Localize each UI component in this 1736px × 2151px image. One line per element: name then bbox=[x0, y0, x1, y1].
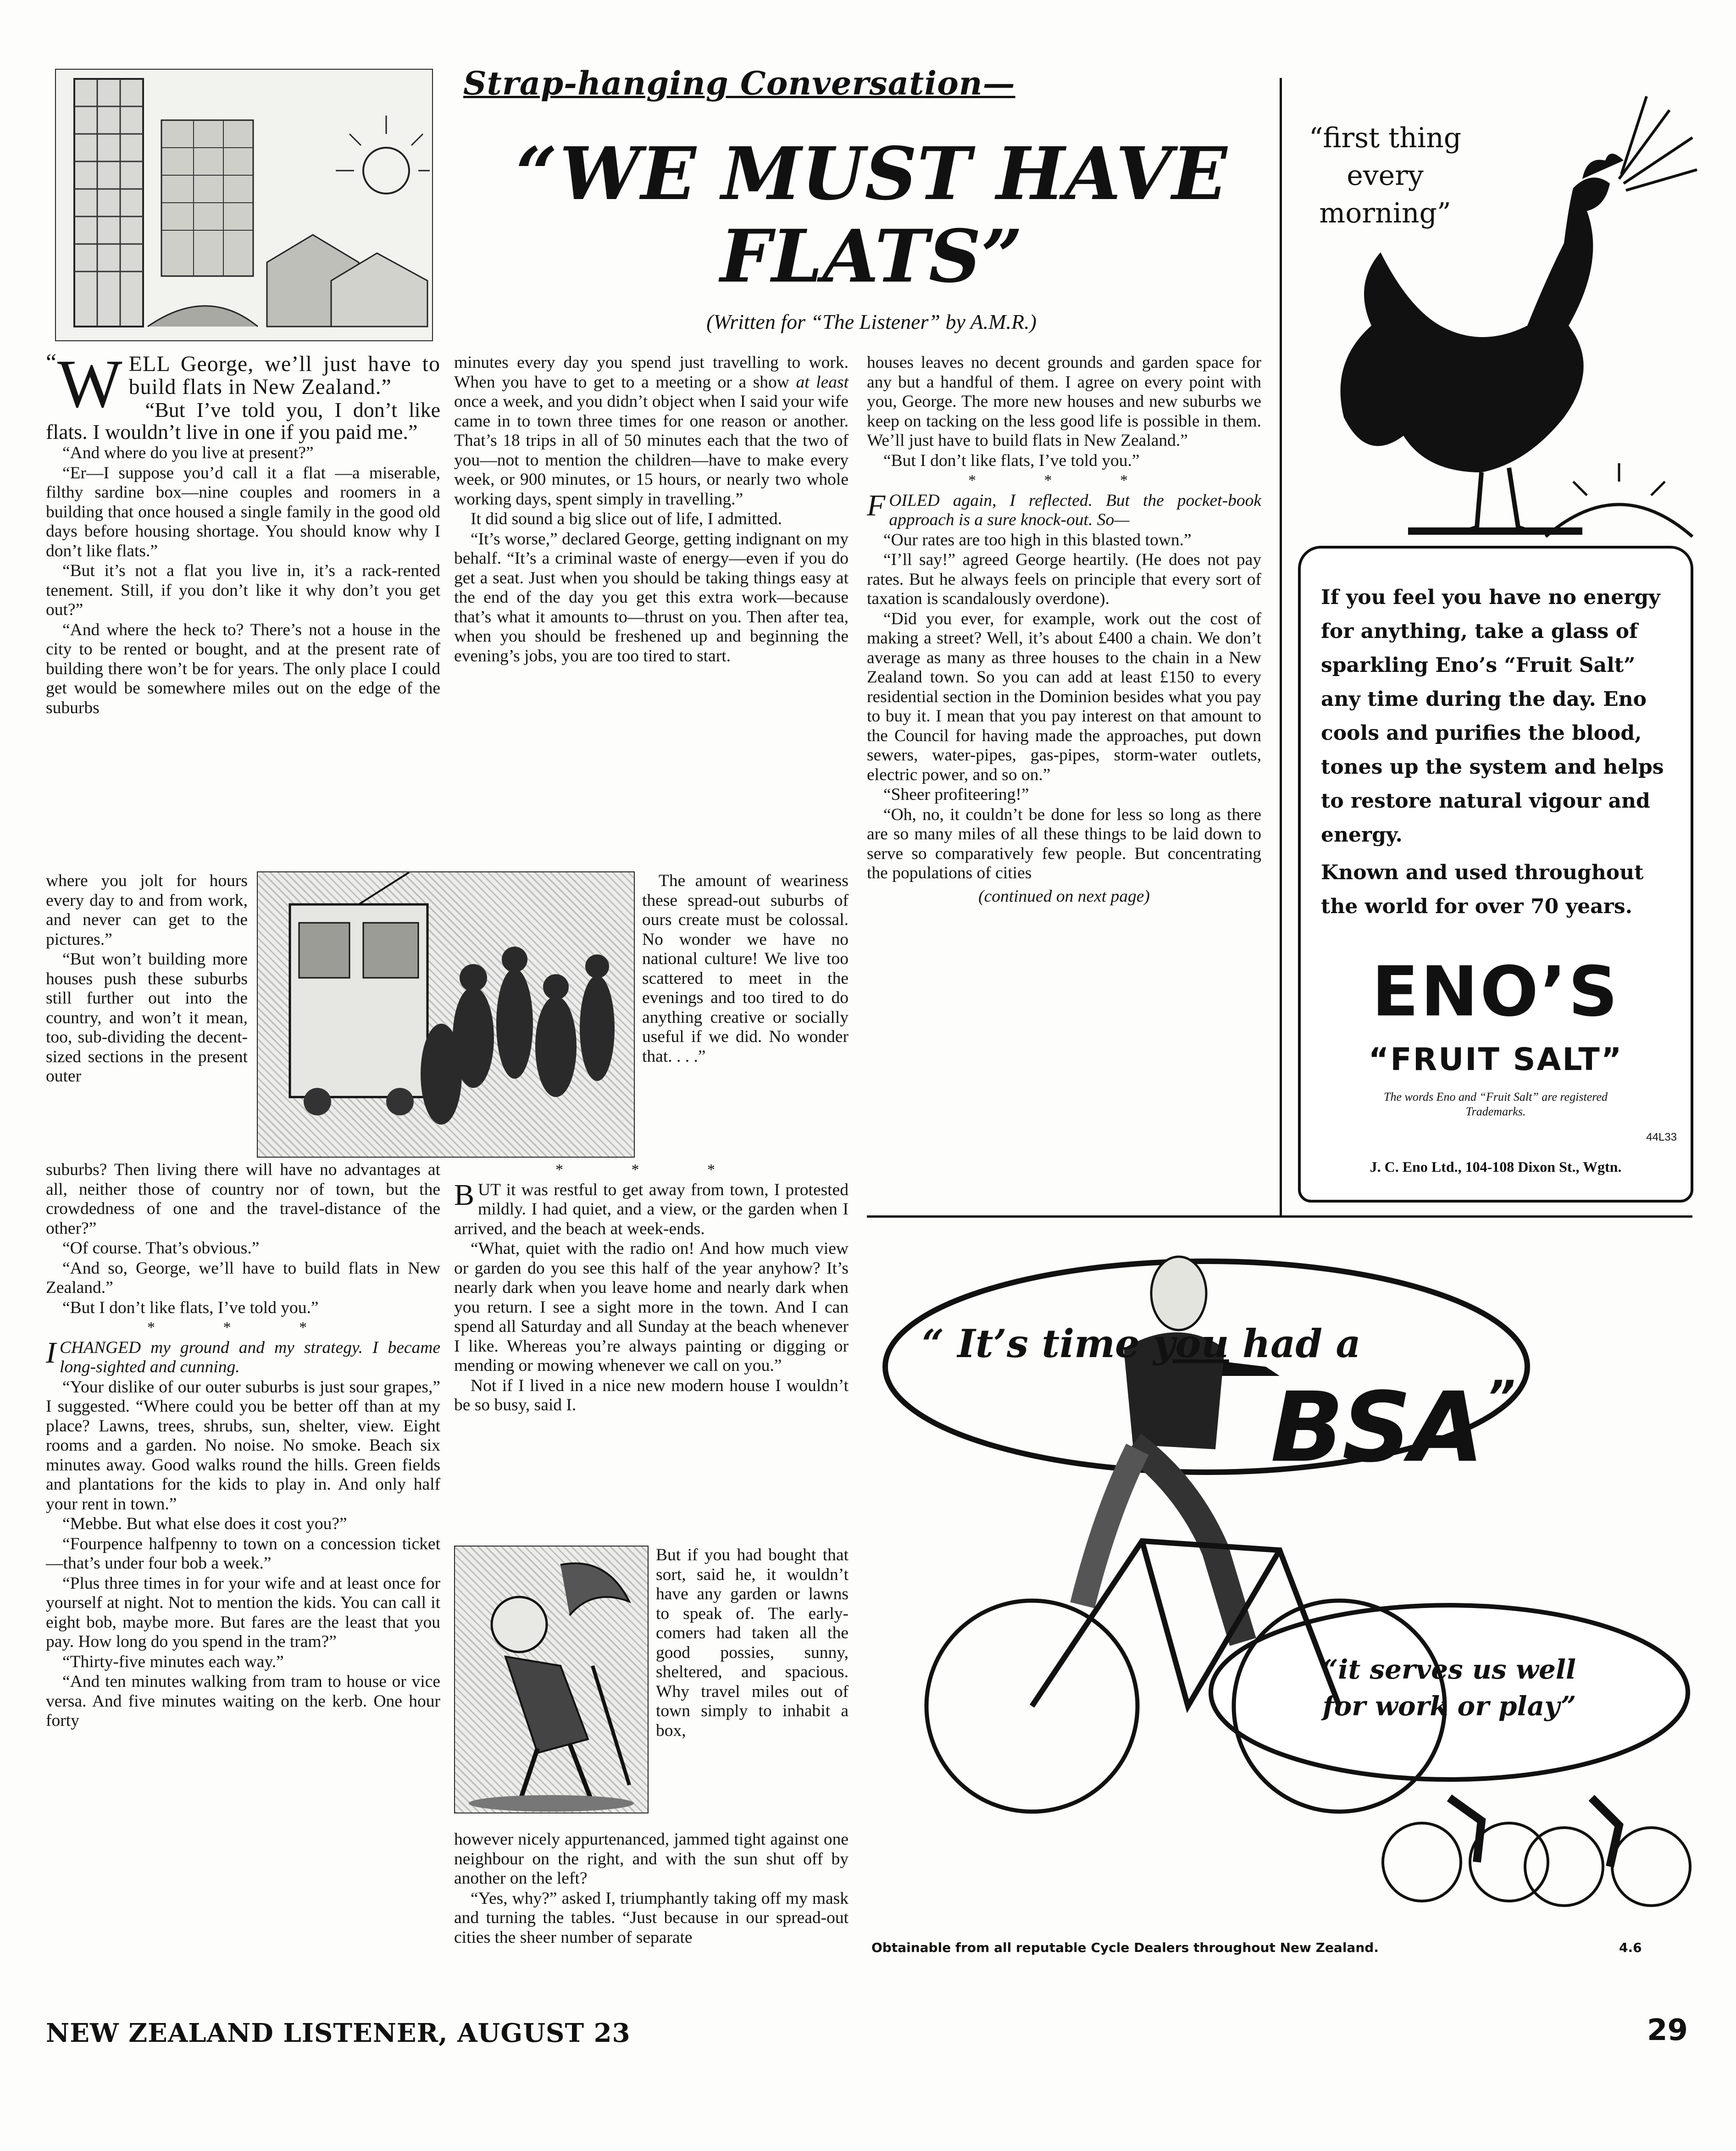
paragraph: “Did you ever, for example, work out the cost of making a street? Well, it’s about £400 a chain. We don’t average as many as three houses to the chain in a New Zealand town. So you can add at least £150 to every residential section in the Dominion besides what you pay to buy it. I mean that you pay interest on that amount to the Council for having made the approaches, put down sewers, water-pipes, gas-pipes, storm-water outlets, electric power, and so on.” bbox=[867, 609, 1261, 784]
section-lead bbox=[867, 488, 1261, 530]
article-column-2-wrap bbox=[642, 871, 849, 1067]
paragraph: “Fourpence halfpenny to town on a concession ticket—that’s under four bob a week.” bbox=[46, 1534, 440, 1573]
bsa-tagline bbox=[1307, 1651, 1592, 1724]
paragraph: “What, quiet with the radio on! And how much view or garden do you see this half of the year anyhow? It’s nearly dark when you leave home and nearly dark when you return. I see a sight more in the town. And I can spend all Saturday and all Sunday at the beach whenever I like. Whereas you’re always painting or digging or mending or mowing whenever we call on you.” bbox=[454, 1239, 849, 1375]
section-initial: F bbox=[867, 488, 886, 522]
section-initial: B bbox=[454, 1178, 475, 1212]
bsa-advertisement bbox=[867, 1229, 1692, 1972]
eno-body-2: Known and used throughout the world for over 70 years. bbox=[1321, 861, 1644, 918]
paragraph: “Plus three times in for your wife and at least once for yourself at night. Not to mention the kids. You can call it eight bob, maybe more. But fares are the least that you pay. How long do you spend in the tram?” bbox=[46, 1574, 440, 1651]
paragraph: suburbs? Then living there will have no advantages at all, neither those of country nor of town, but the crowdedness of one and the travel-distance of the other?” bbox=[46, 1160, 440, 1238]
article-column-2 bbox=[454, 353, 849, 666]
paragraph: “And so, George, we’ll have to build flats in New Zealand.” bbox=[46, 1258, 440, 1297]
city-flats-illustration bbox=[55, 69, 433, 341]
gardener-illustration bbox=[454, 1546, 649, 1813]
city-flats-drawing bbox=[56, 70, 432, 340]
eno-slogan-line: morning” bbox=[1319, 197, 1451, 229]
paragraph: “Er—I suppose you’d call it a flat —a miserable, filthy sardine box—nine couples and roomers in a building that once housed a single family in the good old days before housing shortage. You should know why I don’t like flats.” bbox=[46, 463, 440, 560]
eno-body: If you feel you have no energy for anything, take a glass of sparkling Eno’s “Fruit Salt” any time during the day. Eno cools and purifies the blood, tones up the system and helps to restore natural vigour and energy. bbox=[1321, 586, 1664, 847]
paragraph: “And where do you live at present?” bbox=[62, 444, 314, 462]
paragraph: houses leaves no decent grounds and garden space for any but a handful of them. I agree on every point with you, George. The more new houses and new suburbs we keep on tacking on the less good life is possible in them. We’ll just have to build flats in New Zealand.” bbox=[867, 353, 1261, 450]
bsa-brand-text: BSA bbox=[1270, 1371, 1482, 1484]
headline-line-1: “WE MUST HAVE bbox=[516, 132, 1227, 216]
paragraph: “But I’ve told you, I don’t like flats. I wouldn’t live in one if you paid me.” bbox=[46, 398, 440, 444]
paragraph: “But it’s not a flat you live in, it’s a rack-rented tenement. Still, if you don’t like it why don’t you get out?” bbox=[46, 561, 440, 619]
paragraph: “But I don’t like flats, I’ve told you.” bbox=[62, 1298, 319, 1317]
bsa-slogan-you: you bbox=[1153, 1321, 1229, 1366]
article-column-2-lower bbox=[454, 1160, 849, 1416]
section-lead bbox=[46, 1338, 440, 1377]
lead-open-quote: “ bbox=[46, 349, 57, 376]
paragraph: But if you had bought that sort, said he, it wouldn’t have any garden or lawns to speak of. The early-comers had taken all the good possies, sunny, sheltered, and spacious. Why travel miles out of town simply to inhabit a box, bbox=[656, 1546, 849, 1740]
kicker: Strap-hanging Conversation— bbox=[463, 64, 1015, 102]
paragraph: “Your dislike of our outer suburbs is just sour grapes,” I suggested. “Where could you be better off than at my place? Lawns, trees, shrubs, sun, shelter, view. Eight rooms and a garden. No noise. No smoke. Beach six minutes away. Good walks round the hills. Green fields and plantations for the kids to play in. And only half your rent in town.” bbox=[46, 1377, 440, 1513]
paragraph: The amount of weariness these spread-out suburbs of ours create must be colossal. No wonder we have no national culture! We live too scattered to meet in the evenings and too tired to do anything creative or socially useful if we did. No wonder that. . . .” bbox=[642, 871, 849, 1066]
paragraph: “And ten minutes walking from tram to house or vice versa. And five minutes waiting on the kerb. One hour forty bbox=[46, 1672, 440, 1730]
eno-advertisement bbox=[1289, 69, 1702, 1197]
paragraph-text: minutes every day you spend just travelling to work. When you have to get to a meeting or a show bbox=[454, 353, 849, 392]
section-initial: I bbox=[46, 1336, 56, 1369]
section-lead-text: OILED again, I reflected. But the pocket-book approach is a sure knock-out. So— bbox=[889, 491, 1261, 529]
paragraph bbox=[454, 353, 849, 509]
eno-slogan-line: “first thing bbox=[1309, 122, 1462, 154]
paragraph: “It’s worse,” declared George, getting indignant on my behalf. “It’s a criminal waste of energy—even if you do get a seat. Just when you should be taking things easy at the end of the day you get this extra work—because that’s what it amounts to—thrust on you. Then after tea, when you should be freshened up and beginning the evening’s jobs, you are too tired to start. bbox=[454, 529, 849, 665]
page-number: 29 bbox=[1647, 2013, 1688, 2047]
rooster-drawing bbox=[1289, 69, 1702, 619]
paragraph: “Our rates are too high in this blasted town.” bbox=[883, 530, 1192, 549]
paragraph: however nicely appurtenanced, jammed tight against one neighbour on the right, and with the sun shut off by another on the left? bbox=[454, 1830, 849, 1888]
eno-copy-panel bbox=[1298, 546, 1693, 1203]
paragraph: “Mebbe. But what else does it cost you?” bbox=[62, 1514, 347, 1533]
bsa-brand bbox=[1270, 1371, 1546, 1484]
bsa-tagline-line: for work or play” bbox=[1322, 1691, 1576, 1722]
ad-divider-horizontal bbox=[867, 1215, 1692, 1218]
paragraph: “I’ll say!” agreed George heartily. (He does not pay rates. But he always feels on principle that every sort of taxation is scandalously overdone). bbox=[867, 550, 1261, 608]
bsa-slogan-text: had a bbox=[1229, 1321, 1361, 1366]
lead-text: ELL George, we’ll just have to build flats in New Zealand.” bbox=[128, 352, 440, 399]
tram-crowd-illustration bbox=[257, 871, 635, 1158]
bsa-tagline-line: “it serves us well bbox=[1323, 1654, 1576, 1685]
ad-divider-vertical bbox=[1280, 78, 1282, 1215]
section-break-stars: * * * bbox=[968, 472, 1160, 489]
article-column-1 bbox=[46, 346, 440, 718]
article-column-2-wrap-2 bbox=[656, 1546, 849, 1741]
eno-maker: J. C. Eno Ltd., 104-108 Dixon St., Wgtn. bbox=[1370, 1159, 1622, 1175]
section-break-stars: * * * bbox=[147, 1319, 339, 1336]
eno-brand: ENO’S bbox=[1371, 952, 1620, 1032]
article-column-2-bottom bbox=[454, 1830, 849, 1948]
paragraph: Not if I lived in a nice new modern house I wouldn’t be so busy, said I. bbox=[454, 1376, 849, 1414]
eno-product: “FRUIT SALT” bbox=[1368, 1042, 1623, 1078]
bsa-slogan-text: “ It’s time bbox=[922, 1321, 1153, 1366]
paragraph-emphasis: at least bbox=[796, 372, 849, 392]
paragraph: where you jolt for hours every day to and from work, and never can get to the pictures.” bbox=[46, 871, 248, 949]
paragraph: “Oh, no, it couldn’t be done for less so long as there are so many miles of all these things to be laid down to serve so comparatively few people. But concentrating the populations of cities bbox=[867, 805, 1261, 882]
drop-cap: W bbox=[57, 346, 122, 422]
paragraph: “Yes, why?” asked I, triumphantly taking off my mask and turning the tables. “Just because in our spread-out cities the sheer number of separate bbox=[454, 1889, 849, 1947]
eno-code: 44L33 bbox=[1646, 1131, 1677, 1143]
bsa-slogan bbox=[922, 1321, 1472, 1366]
gardener-drawing bbox=[455, 1547, 648, 1813]
paragraph: It did sound a big slice out of life, I admitted. bbox=[471, 510, 782, 528]
paragraph: “Sheer profiteering!” bbox=[883, 785, 1029, 804]
tram-drawing bbox=[258, 872, 634, 1157]
bsa-brand-quote: ” bbox=[1486, 1371, 1514, 1423]
footer-masthead: NEW ZEALAND LISTENER, AUGUST 23 bbox=[46, 2018, 631, 2048]
article-column-3 bbox=[867, 353, 1261, 907]
eno-trademark: The words Eno and “Fruit Salt” are registered Trademarks. bbox=[1384, 1090, 1608, 1118]
eno-slogan-line: every bbox=[1347, 160, 1424, 192]
section-break-stars: * * * bbox=[555, 1161, 747, 1178]
paragraph: “And where the heck to? There’s not a house in the city to be rented or bought, and at the present rate of building there won’t be for years. The only place I could get would be somewhere miles out on the edge of the suburbs bbox=[46, 620, 440, 717]
paragraph-text: once a week, and you didn’t object when I said your wife came in to town three times for one reason or another. That’s 18 trips in all of 50 minutes each that the two of you—not to mention the children—have to make every week, or 900 minutes, or 15 hours, or nearly two whole working days, spent simply in travelling.” bbox=[454, 392, 849, 509]
paragraph: “Of course. That’s obvious.” bbox=[62, 1239, 260, 1258]
headline-line-2: FLATS” bbox=[720, 214, 1023, 299]
article-column-1-lower bbox=[46, 1160, 440, 1731]
section-lead-text: CHANGED my ground and my strategy. I became long-sighted and cunning. bbox=[59, 1338, 440, 1376]
bsa-footer: Obtainable from all reputable Cycle Dealers throughout New Zealand. bbox=[871, 1940, 1379, 1955]
bsa-code: 4.6 bbox=[1619, 1940, 1642, 1955]
section-lead-text: UT it was restful to get away from town, I protested mildly. I had quiet, and a view, or the garden when I arrived, and the beach at week-ends. bbox=[454, 1180, 849, 1238]
paragraph: “But won’t building more houses push these suburbs still further out into the country, and won’t it mean, too, sub-dividing the decent-sized sections in the present outer bbox=[46, 950, 248, 1086]
paragraph: “Thirty-five minutes each way.” bbox=[62, 1652, 284, 1671]
byline: (Written for “The Listener” by A.M.R.) bbox=[706, 310, 1037, 333]
continued-note: (continued on next page) bbox=[978, 887, 1150, 906]
article-column-1-wrap bbox=[46, 871, 248, 1087]
paragraph: “But I don’t like flats, I’ve told you.” bbox=[883, 451, 1140, 470]
section-lead bbox=[454, 1178, 849, 1239]
